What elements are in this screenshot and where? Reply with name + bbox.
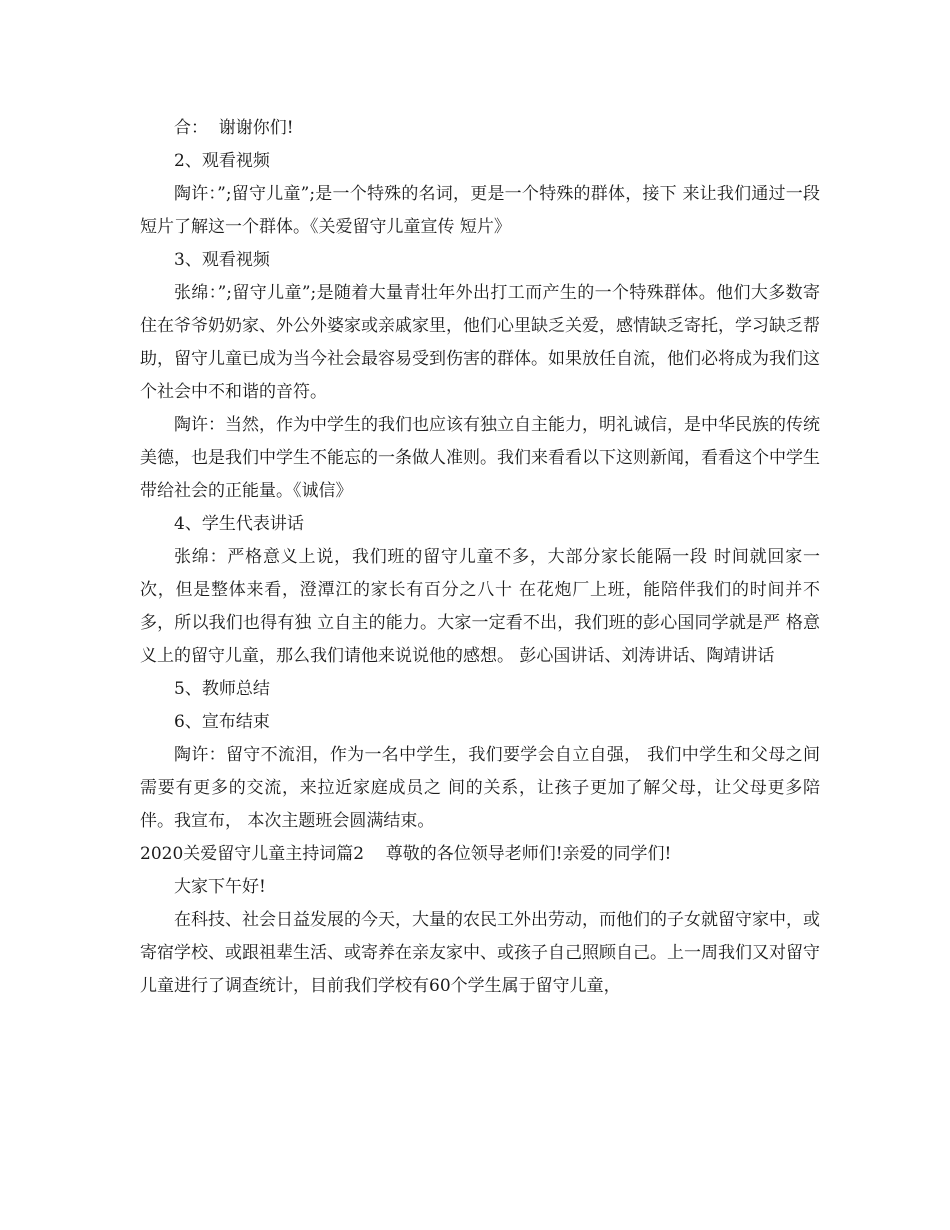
paragraph-survey: 在科技、社会日益发展的今天，大量的农民工外出劳动，而他们的子女就留守家中，或寄宿学校、或跟祖辈生活、或寄养在亲友家中、或孩子自己照顾自己。上一周我们又对留守儿童进行了调查统计，目前我们学校有60个学生属于留守儿童， bbox=[140, 910, 820, 996]
heading-teacher-summary: 5、教师总结 bbox=[174, 679, 270, 699]
document-body bbox=[140, 112, 820, 1003]
paragraph-zhangmian-speech: 张绵：严格意义上说，我们班的留守儿童不多，大部分家长能隔一段 时间就回家一次，但是整体来看，澄潭江的家长有百分之八十 在花炮厂上班，能陪伴我们的时间并不多，所以我们也得有独 立自主的能力。大家一定看不出，我们班的彭心国同学就是严 格意义上的留守儿童，那么我们请他来说说他的感想。 彭心国讲话、刘涛讲话、陶靖讲话 bbox=[140, 547, 820, 666]
heading-watch-video-3: 3、观看视频 bbox=[174, 250, 270, 270]
section-title-part-2: 2020关爱留守儿童主持词篇2 尊敬的各位领导老师们!亲爱的同学们! bbox=[140, 844, 672, 864]
paragraph-greeting: 大家下午好! bbox=[174, 877, 266, 897]
heading-student-speech: 4、学生代表讲话 bbox=[174, 514, 304, 534]
paragraph-taoxu-integrity: 陶许：当然，作为中学生的我们也应该有独立自主能力，明礼诚信，是中华民族的传统美德，也是我们中学生不能忘的一条做人准则。我们来看看以下这则新闻，看看这个中学生带给社会的正能量。《诚信》 bbox=[140, 415, 820, 501]
paragraph-thanks: 合： 谢谢你们! bbox=[174, 118, 294, 138]
paragraph-zhangmian-left-behind: 张绵：”;留守儿童”;是随着大量青壮年外出打工而产生的一个特殊群体。他们大多数寄住在爷爷奶奶家、外公外婆家或亲戚家里，他们心里缺乏关爱，感情缺乏寄托，学习缺乏帮助，留守儿童已成为当今社会最容易受到伤害的群体。如果放任自流，他们必将成为我们这个社会中不和谐的音符。 bbox=[140, 283, 820, 402]
paragraph-taoxu-closing: 陶许：留守不流泪，作为一名中学生，我们要学会自立自强， 我们中学生和父母之间需要有更多的交流，来拉近家庭成员之 间的关系，让孩子更加了解父母，让父母更多陪伴。我宣布， 本次主题班会圆满结束。 bbox=[140, 745, 820, 831]
heading-announce-end: 6、宣布结束 bbox=[174, 712, 270, 732]
paragraph-taoxu-intro: 陶许：”;留守儿童”;是一个特殊的名词，更是一个特殊的群体，接下 来让我们通过一段短片了解这一个群体。《关爱留守儿童宣传 短片》 bbox=[140, 184, 820, 237]
heading-watch-video-2: 2、观看视频 bbox=[174, 151, 270, 171]
